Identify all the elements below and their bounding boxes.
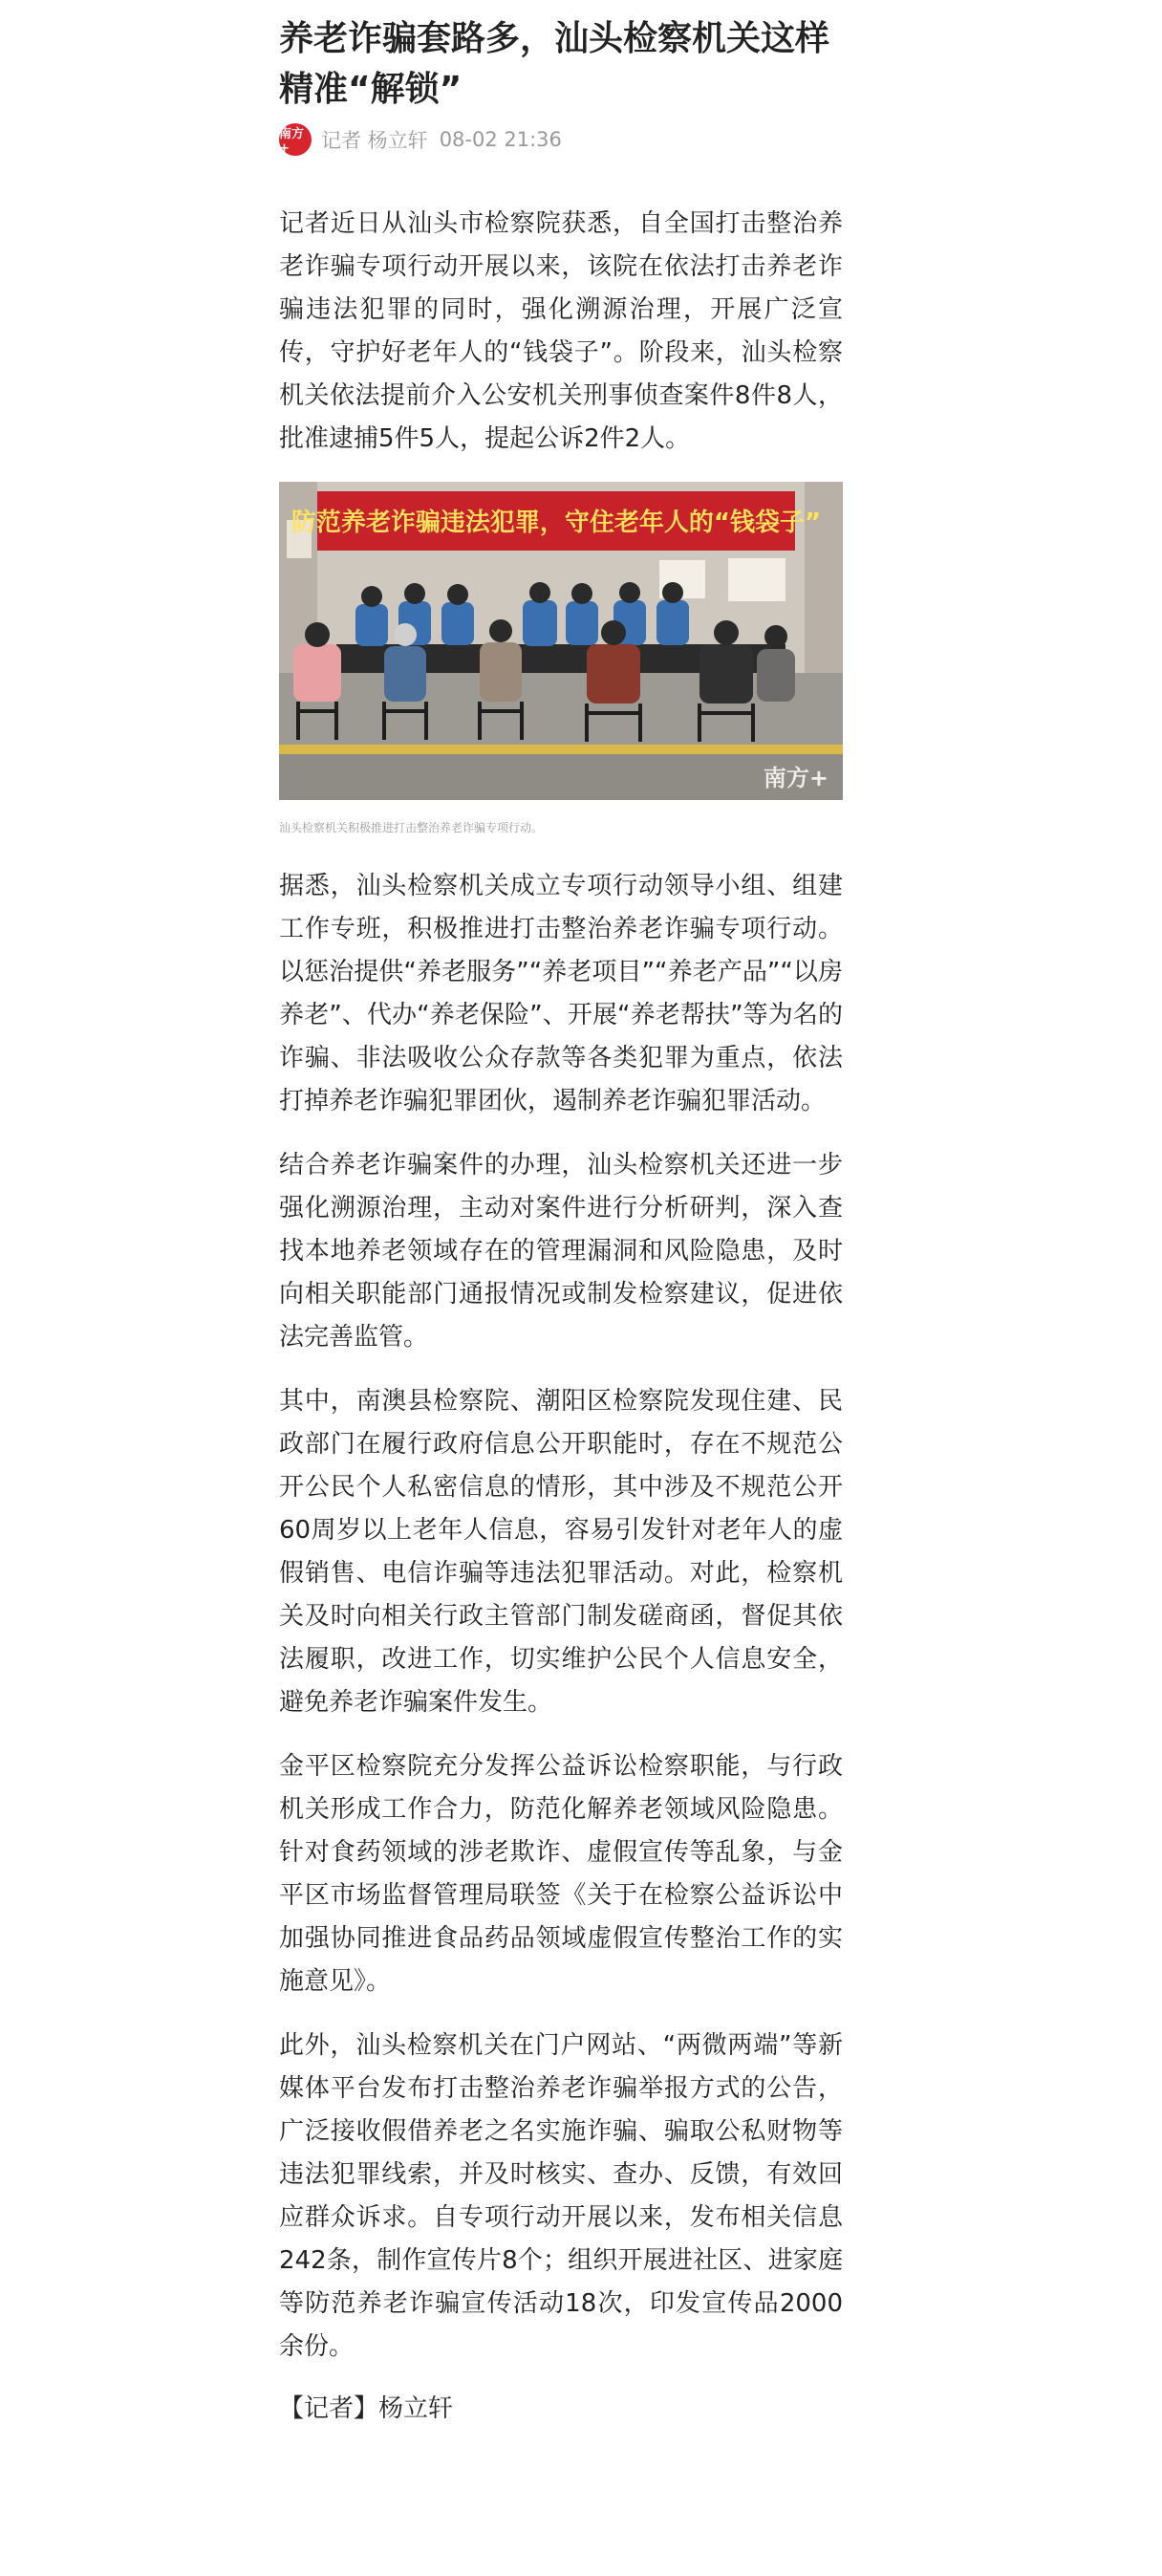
paragraph-5: 金平区检察院充分发挥公益诉讼检察职能，与行政机关形成工作合力，防范化解养老领域风险隐患。针对食药领域的涉老欺诈、虚假宣传等乱象，与金平区市场监督管理局联签《关于在检察公益诉讼中加强协同推进食品药品领域虚假宣传整治工作的实施意见》。: [279, 1752, 843, 1996]
photo-watermark: 南方+: [763, 765, 828, 791]
byline: 【记者】杨立轩: [279, 2394, 454, 2423]
paragraph-1: 记者近日从汕头市检察院获悉，自全国打击整治养老诈骗专项行动开展以来，该院在依法打击养老诈骗违法犯罪的同时，强化溯源治理，开展广泛宣传，守护好老年人的“钱袋子”。阶段来，汕头检察机关依法提前介入公安机关刑事侦查案件8件8人，批准逮捕5件5人，提起公诉2件2人。: [279, 209, 843, 453]
paragraph-3: 结合养老诈骗案件的办理，汕头检察机关还进一步强化溯源治理，主动对案件进行分析研判，深入查找本地养老领域存在的管理漏洞和风险隐患，及时向相关职能部门通报情况或制发检察建议，促进依法完善监管。: [279, 1151, 843, 1352]
article-title: 养老诈骗套路多，汕头检察机关这样精准“解锁”: [279, 19, 830, 109]
paragraph-4: 其中，南澳县检察院、潮阳区检察院发现住建、民政部门在履行政府信息公开职能时，存在不规范公开公民个人私密信息的情形，其中涉及不规范公开60周岁以上老年人信息，容易引发针对老年人的虚假销售、电信诈骗等违法犯罪活动。对此，检察机关及时向相关行政主管部门制发磋商函，督促其依法履职，改进工作，切实维护公民个人信息安全，避免养老诈骗案件发生。: [279, 1387, 843, 1717]
nanfang-logo-icon: 南方+: [279, 123, 312, 156]
article-photo: [279, 482, 843, 800]
article-meta: [279, 122, 843, 157]
article: [279, 0, 843, 2431]
photo-banner-text: 防范养老诈骗违法犯罪，守住老年人的“钱袋子”: [290, 509, 822, 537]
paragraph-6: 此外，汕头检察机关在门户网站、“两微两端”等新媒体平台发布打击整治养老诈骗举报方式的公告，广泛接收假借养老之名实施诈骗、骗取公私财物等违法犯罪线索，并及时核实、查办、反馈，有效回应群众诉求。自专项行动开展以来，发布相关信息242条，制作宣传片8个；组织开展进社区、进家庭等防范养老诈骗宣传活动18次，印发宣传品2000余份。: [279, 2031, 843, 2361]
author: 记者 杨立轩: [321, 129, 428, 152]
photo-caption: 汕头检察机关积极推进打击整治养老诈骗专项行动。: [279, 821, 544, 834]
paragraph-2: 据悉，汕头检察机关成立专项行动领导小组、组建工作专班，积极推进打击整治养老诈骗专项行动。以惩治提供“养老服务”“养老项目”“养老产品”“以房养老”、代办“养老保险”、开展“养老帮扶”等为名的诈骗、非法吸收公众存款等各类犯罪为重点，依法打掉养老诈骗犯罪团伙，遏制养老诈骗犯罪活动。: [279, 872, 843, 1115]
publish-time: 08-02 21:36: [439, 128, 562, 151]
